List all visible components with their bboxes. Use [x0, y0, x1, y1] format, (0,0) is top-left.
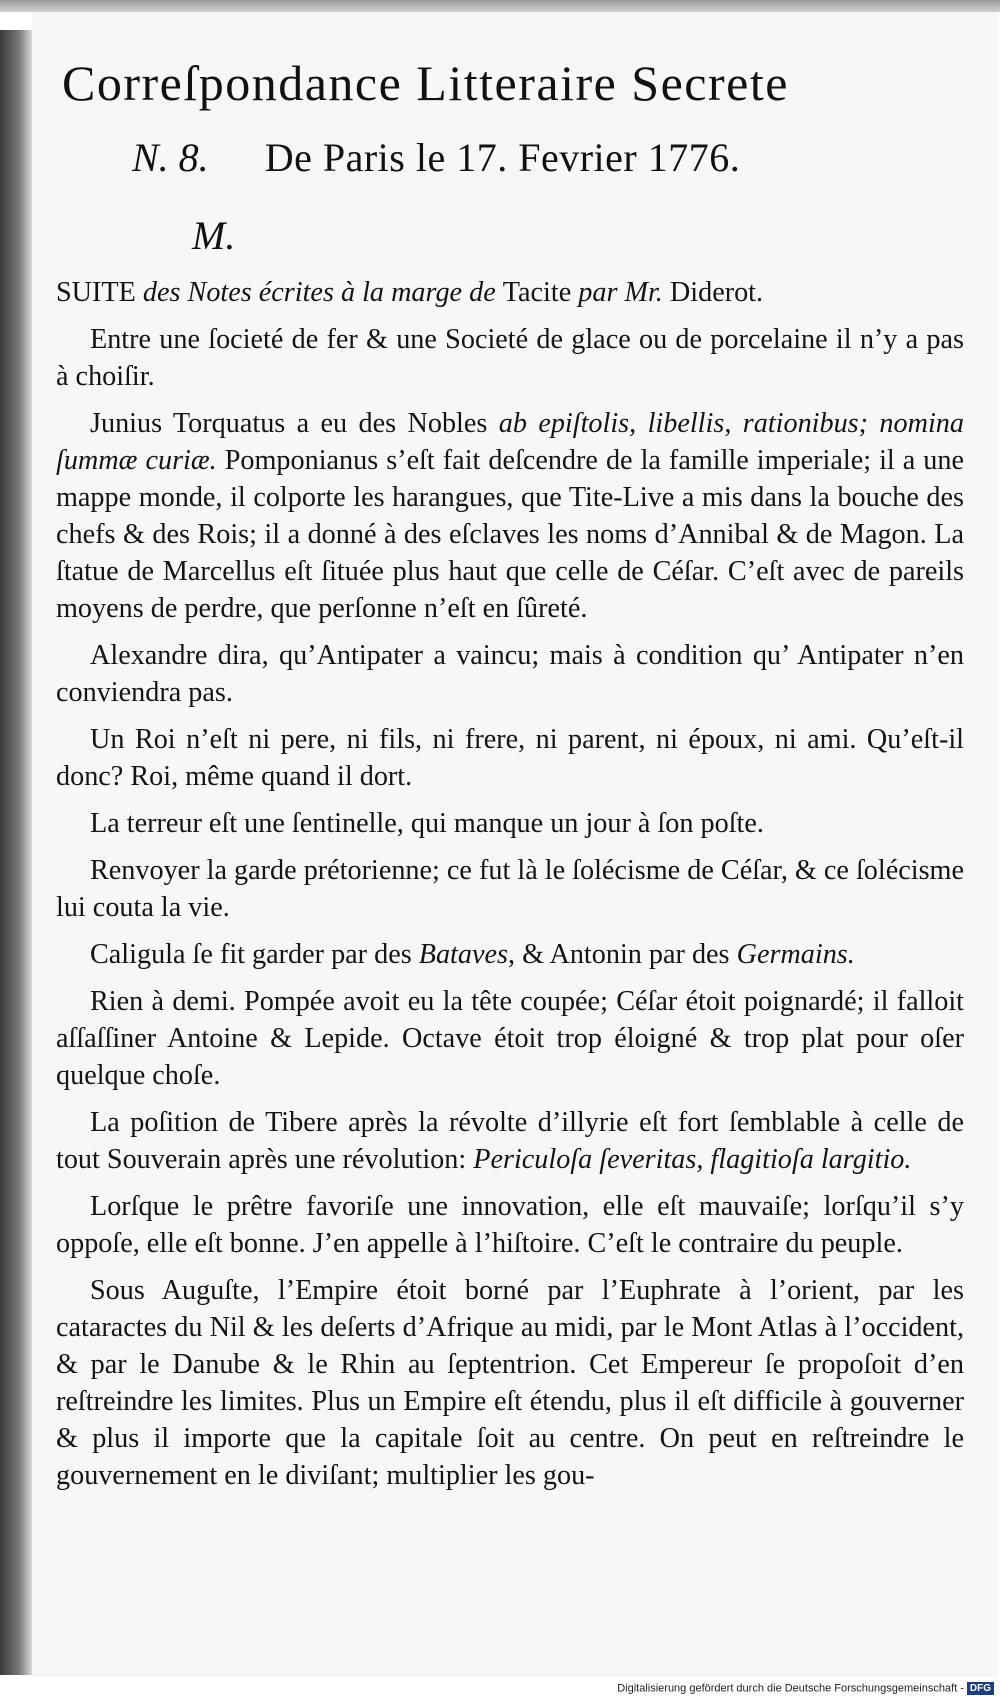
page-binding-edge — [0, 30, 32, 1675]
paragraph — [56, 1104, 964, 1178]
intro-lead: SUITE — [56, 277, 136, 308]
intro-diderot: Diderot. — [662, 277, 764, 308]
dateline: De Paris le 17. Fevrier 1776. — [264, 135, 741, 180]
intro-par: par — [571, 277, 625, 308]
dfg-logo: DFG — [967, 1682, 994, 1695]
text-run: Caligula ſe fit garder par des — [90, 939, 419, 970]
paragraph: Lorſque le prêtre favoriſe une innovation, elle eſt mauvaiſe; lorſqu’il s’y oppoſe, elle eſt bonne. J’en appelle à l’hiſtoire. C’eſt le contraire du peuple. — [56, 1191, 964, 1259]
intro-italic: des Notes écrites à la marge de — [135, 277, 503, 308]
scan-top-border — [0, 0, 1000, 12]
intro-mr: Mr. — [624, 277, 663, 308]
text-run: , & Antonin par des — [507, 939, 737, 970]
intro-author-tacite: Tacite — [502, 277, 572, 308]
document-page — [32, 12, 998, 1677]
issue-line — [132, 134, 972, 181]
paragraph: Sous Auguſte, l’Empire étoit borné par l’Euphrate à l’orient, par les cataractes du Nil & les deſerts d’Afrique au midi, par le Mont Atlas à l’occident, & par le Danube & le Rhin au ſeptentrion. Cet Empereur ſe propoſoit d’en reſtreindre les limites. Plus un Empire eſt étendu, plus il eſt difficile à gouverner & plus il importe que la capitale ſoit au centre. On peut en reſtreindre le gouvernement en le diviſant; multiplier les gou- — [56, 1275, 964, 1491]
paragraph: Entre une ſocieté de fer & une Societé de glace ou de porcelaine il n’y a pas à choiſir. — [56, 324, 964, 392]
paragraph: Un Roi n’eſt ni pere, ni fils, ni frere, ni parent, ni époux, ni ami. Qu’eſt-il donc? Roi, même quand il dort. — [56, 724, 964, 792]
paragraph: Alexandre dira, qu’Antipater a vaincu; mais à condition qu’ Antipater n’en conviendra pas. — [56, 640, 964, 708]
paragraph — [56, 936, 964, 973]
paragraph — [56, 405, 964, 627]
paragraph-intro — [56, 274, 964, 311]
credit-text: Digitalisierung gefördert durch die Deutsche Forschungsgemeinschaft - — [617, 1682, 964, 1695]
italic-term: Germains. — [736, 939, 855, 970]
body-text — [56, 274, 964, 1504]
text-run: Pomponianus s’eſt fait deſcendre de la famille imperiale; il a une mappe monde, il colporte les harangues, que Tite-Live a mis dans la bouche des chefs & des Rois; il a donné à des eſclaves les noms d’Annibal & de Magon. La ſtatue de Marcellus eſt ſituée plus haut que celle de Céſar. C’eſt avec de pareils moyens de perdre, que perſonne n’eſt en ſûreté. — [56, 445, 964, 624]
addressee: M. — [192, 213, 236, 258]
paragraph: Renvoyer la garde prétorienne; ce fut là le ſolécisme de Céſar, & ce ſolécisme lui couta la vie. — [56, 855, 964, 923]
periodical-title: Correſpondance Litteraire Secrete — [62, 55, 789, 111]
paragraph: Rien à demi. Pompée avoit eu la tête coupée; Céſar étoit poignardé; il falloit aſſaſſiner Antoine & Lepide. Octave étoit trop éloigné & trop plat pour oſer quelque choſe. — [56, 986, 964, 1091]
issue-number: N. 8. — [132, 135, 209, 180]
digitization-credit — [617, 1682, 994, 1695]
latin-quote: Periculoſa ſeveritas, flagitioſa largitio. — [473, 1144, 912, 1175]
text-run: La poſition de Tibere après la révolte d’illyrie eſt fort ſemblable à celle de tout Souverain après une révolution: — [56, 1107, 964, 1175]
text-run: Junius Torquatus a eu des Nobles — [90, 408, 499, 439]
latin-quote: ab epiſtolis, libellis, rationibus; nomina ſummæ curiæ. — [56, 408, 964, 476]
paragraph: La terreur eſt une ſentinelle, qui manque un jour à ſon poſte. — [90, 808, 764, 839]
italic-term: Bataves — [418, 939, 508, 970]
